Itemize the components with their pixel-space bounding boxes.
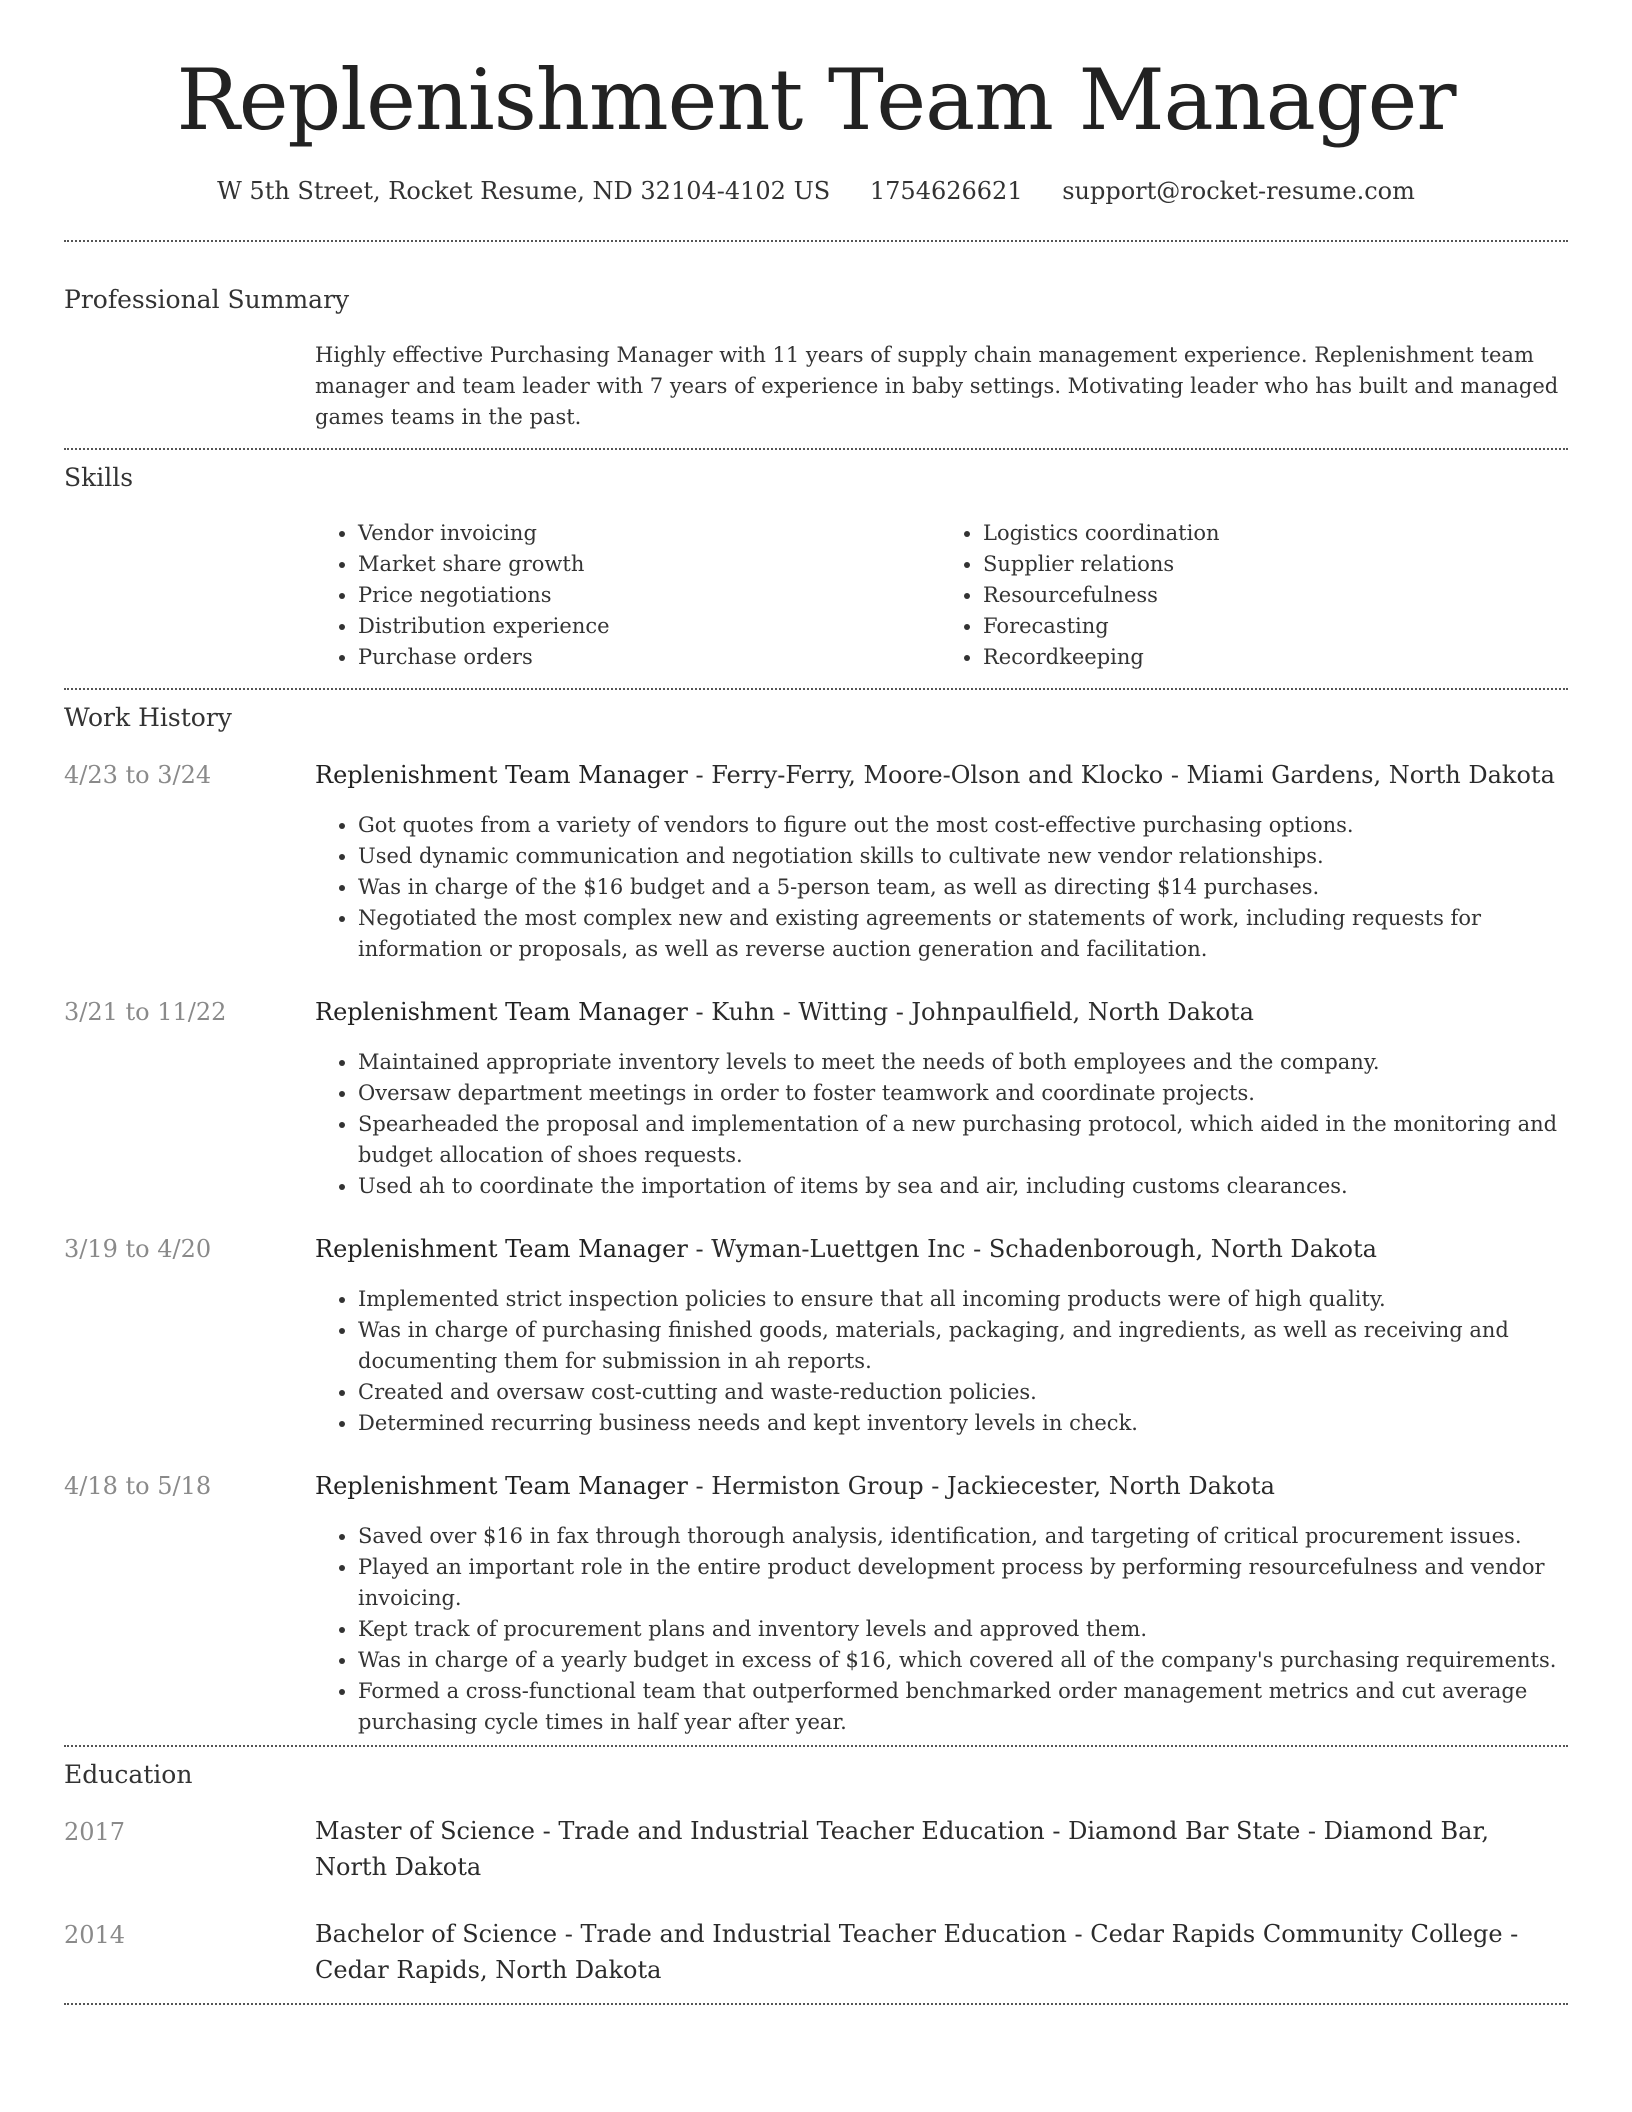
job-bullet: • Used dynamic communication and negotiation skills to cultivate new vendor relationships. bbox=[358, 841, 1608, 872]
job-employer-location: - Wyman-Luettgen Inc - Schadenborough, North Dakota bbox=[687, 1235, 1377, 1263]
job-bullet: • Maintained appropriate inventory levels to meet the needs of both employees and the company. bbox=[358, 1047, 1608, 1078]
contact-phone: 1754626621 bbox=[869, 177, 1023, 205]
job-employer-location: - Hermiston Group - Jackiecester, North Dakota bbox=[687, 1472, 1275, 1500]
job-title-line bbox=[315, 1232, 1567, 1266]
job-bullet: • Was in charge of a yearly budget in excess of $16, which covered all of the company's purchasing requirements. bbox=[358, 1645, 1608, 1676]
skill-item: • Forecasting bbox=[983, 611, 1565, 642]
job-title-line bbox=[315, 1469, 1567, 1503]
education-degree: Bachelor of Science - Trade and Industrial Teacher Education bbox=[315, 1920, 1067, 1948]
skills-heading: Skills bbox=[64, 463, 134, 492]
job-dates: 3/21 to 11/22 bbox=[64, 998, 227, 1026]
job-bullet: • Determined recurring business needs and kept inventory levels in check. bbox=[358, 1408, 1608, 1439]
job-title-line bbox=[315, 758, 1567, 792]
resume-header bbox=[0, 44, 1632, 208]
candidate-name: Replenishment Team Manager bbox=[176, 51, 1456, 149]
section-divider bbox=[64, 240, 1568, 242]
job-title: Replenishment Team Manager bbox=[315, 1235, 688, 1263]
contact-email: support@rocket-resume.com bbox=[1062, 177, 1415, 205]
section-divider bbox=[64, 448, 1568, 450]
job-employer-location: - Kuhn - Witting - Johnpaulfield, North Dakota bbox=[687, 998, 1254, 1026]
skill-item: • Recordkeeping bbox=[983, 642, 1565, 673]
skill-item: • Price negotiations bbox=[358, 580, 940, 611]
job-bullet: • Was in charge of the $16 budget and a 5-person team, as well as directing $14 purchases. bbox=[358, 872, 1608, 903]
job-bullet: • Used ah to coordinate the importation of items by sea and air, including customs clearances. bbox=[358, 1171, 1608, 1202]
skill-item: • Distribution experience bbox=[358, 611, 940, 642]
skills-column-right bbox=[940, 518, 1565, 673]
education-degree: Master of Science - Trade and Industrial Teacher Education bbox=[315, 1817, 1045, 1845]
education-school-location: - Cedar Rapids Community College - Cedar Rapids, North Dakota bbox=[315, 1920, 1519, 1984]
education-year: 2017 bbox=[64, 1818, 126, 1846]
skill-item: • Purchase orders bbox=[358, 642, 940, 673]
job-bullet: • Created and oversaw cost-cutting and waste-reduction policies. bbox=[358, 1377, 1608, 1408]
job-bullet: • Was in charge of purchasing finished goods, materials, packaging, and ingredients, as well as receiving and documenting them for submission in ah reports. bbox=[358, 1315, 1608, 1377]
job-bullet: • Formed a cross-functional team that outperformed benchmarked order management metrics and cut average purchasing cycle times in half year after year. bbox=[358, 1676, 1608, 1738]
summary-heading: Professional Summary bbox=[64, 285, 350, 314]
job-title: Replenishment Team Manager bbox=[315, 1472, 688, 1500]
summary-text: Highly effective Purchasing Manager with 11 years of supply chain management experience. Replenishment team manager and team leader with 7 years of experience in baby settings. Motivating leader who has built and managed games teams in the past. bbox=[315, 343, 1559, 429]
skill-item: • Supplier relations bbox=[983, 549, 1565, 580]
contact-address: W 5th Street, Rocket Resume, ND 32104-4102 US bbox=[217, 177, 831, 205]
education-heading: Education bbox=[64, 1760, 193, 1789]
skill-item: • Resourcefulness bbox=[983, 580, 1565, 611]
education-school-location: - Diamond Bar State - Diamond Bar, North Dakota bbox=[315, 1817, 1489, 1881]
education-entry bbox=[315, 1916, 1567, 1988]
section-divider bbox=[64, 1745, 1568, 1747]
education-year: 2014 bbox=[64, 1921, 126, 1949]
skill-item: • Market share growth bbox=[358, 549, 940, 580]
job-bullets bbox=[315, 1521, 1608, 1738]
job-title-line bbox=[315, 995, 1567, 1029]
work-history-heading: Work History bbox=[64, 703, 232, 732]
skill-item: • Logistics coordination bbox=[983, 518, 1565, 549]
job-bullet: • Negotiated the most complex new and existing agreements or statements of work, including requests for information or proposals, as well as reverse auction generation and facilitation. bbox=[358, 903, 1608, 965]
job-bullet: • Spearheaded the proposal and implementation of a new purchasing protocol, which aided in the monitoring and budget allocation of shoes requests. bbox=[358, 1109, 1608, 1171]
job-bullet: • Got quotes from a variety of vendors to figure out the most cost-effective purchasing options. bbox=[358, 810, 1608, 841]
job-dates: 4/23 to 3/24 bbox=[64, 761, 212, 789]
job-bullets bbox=[315, 810, 1608, 965]
job-employer-location: - Ferry-Ferry, Moore-Olson and Klocko - Miami Gardens, North Dakota bbox=[687, 761, 1555, 789]
skill-item: • Vendor invoicing bbox=[358, 518, 940, 549]
job-bullet: • Saved over $16 in fax through thorough analysis, identification, and targeting of critical procurement issues. bbox=[358, 1521, 1608, 1552]
education-entry bbox=[315, 1813, 1567, 1885]
job-title: Replenishment Team Manager bbox=[315, 998, 688, 1026]
contact-line bbox=[0, 174, 1632, 208]
job-bullet: • Oversaw department meetings in order to foster teamwork and coordinate projects. bbox=[358, 1078, 1608, 1109]
job-title: Replenishment Team Manager bbox=[315, 761, 688, 789]
job-bullet: • Played an important role in the entire product development process by performing resourcefulness and vendor invoicing. bbox=[358, 1552, 1608, 1614]
job-bullets bbox=[315, 1284, 1608, 1439]
skills-column-left bbox=[315, 518, 940, 673]
job-dates: 3/19 to 4/20 bbox=[64, 1235, 212, 1263]
job-bullet: • Kept track of procurement plans and inventory levels and approved them. bbox=[358, 1614, 1608, 1645]
job-bullets bbox=[315, 1047, 1608, 1202]
skills-list bbox=[315, 518, 1565, 673]
job-dates: 4/18 to 5/18 bbox=[64, 1472, 212, 1500]
job-bullet: • Implemented strict inspection policies to ensure that all incoming products were of high quality. bbox=[358, 1284, 1608, 1315]
section-divider bbox=[64, 688, 1568, 690]
section-divider bbox=[64, 2003, 1568, 2005]
